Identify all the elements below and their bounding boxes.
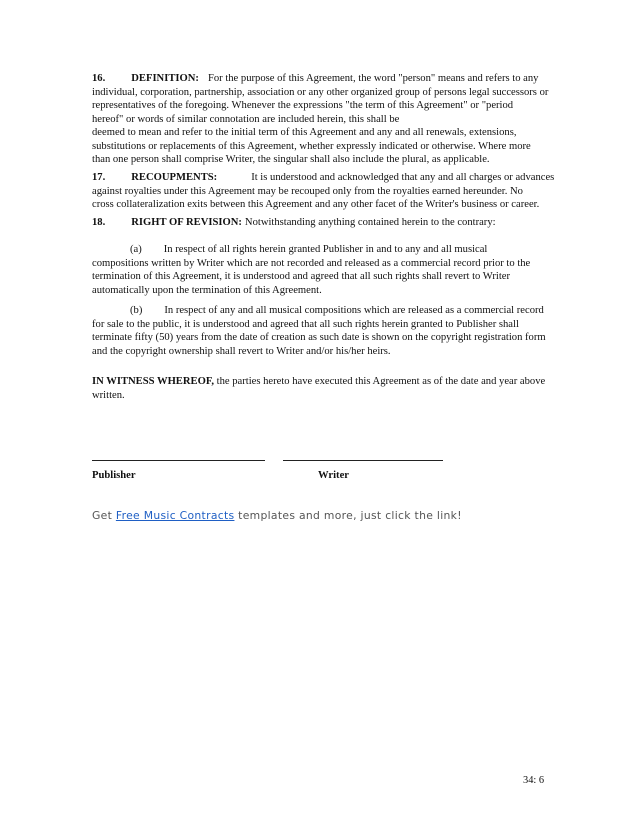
section-18-b-line: for sale to the public, it is understood and agreed that all such rights herein granted to Publisher shall [92,318,519,330]
section-16-line: hereof" or words of similar connotation are included herein, this shall be [92,113,400,125]
section-17-line: It is understood and acknowledged that any and all charges or advances [251,172,555,183]
section-18-a-line: In respect of all rights herein granted Publisher in and to any and all musical [163,244,488,255]
writer-label: Writer [318,470,349,481]
section-16-line: representatives of the foregoing. Whenever the expressions "the term of this Agreement" or "period [92,100,514,111]
section-18-a [92,243,552,297]
section-16-line: For the purpose of this Agreement, the word "person" means and refers to any [207,73,539,84]
writer-signature-line [283,460,443,462]
promo-text [92,509,462,522]
section-17-heading: RECOUPMENTS: [131,172,218,183]
section-16-line: individual, corporation, partnership, association or any other organized group of persons legal successors or [92,86,549,98]
section-18-b-line: and the copyright ownership shall revert to Writer and/or his/her heirs. [92,345,391,357]
section-18-b-label: (b) [130,305,143,316]
witness-line: written. [92,389,125,401]
section-18-a-line: compositions written by Writer which are not recorded and released as a commercial record prior to the [92,257,531,269]
section-18-intro: Notwithstanding anything contained herein to the contrary: [244,217,496,228]
free-music-contracts-link[interactable]: Free Music Contracts [115,509,235,522]
section-16 [92,72,552,167]
section-18 [92,216,552,230]
section-18-a-line: termination of this Agreement, it is understood and agreed that all such rights shall revert to Writer [92,271,511,282]
section-16-line: than one person shall comprise Writer, the singular shall also include the plural, as applicable. [92,154,490,165]
witness-heading: IN WITNESS WHEREOF, [92,376,214,387]
section-17-number: 17. [92,172,106,183]
section-17-line: against royalties under this Agreement may be recouped only from the royalties earned hereunder. No [92,185,523,197]
section-18-heading: RIGHT OF REVISION: [131,217,242,228]
section-16-line: substitutions or replacements of this Agreement, whether expressly indicated or otherwise. Where more [92,140,531,152]
section-18-a-line: automatically upon the termination of this Agreement. [92,284,322,296]
witness-line: the parties hereto have executed this Agreement as of the date and year above [216,376,546,387]
section-17 [92,171,555,212]
section-16-heading: DEFINITION: [131,73,199,84]
publisher-signature-line [92,460,265,462]
publisher-label: Publisher [92,470,136,481]
section-18-a-label: (a) [130,244,142,255]
section-18-number: 18. [92,217,106,228]
promo-prefix: Get [92,509,116,522]
page-number: 34: 6 [523,775,545,786]
promo-suffix: templates and more, just click the link! [234,509,462,522]
section-18-b [92,304,552,358]
section-16-number: 16. [92,73,106,84]
section-18-b-line: terminate fifty (50) years from the date of creation as such date is shown on the copyright registration form [92,332,546,343]
section-17-line: cross collateralization exits between this Agreement and any other facet of the Writer's business or career. [92,199,540,210]
witness-clause [92,375,552,402]
section-18-b-line: In respect of any and all musical compositions which are released as a commercial record [164,305,544,316]
section-16-line: deemed to mean and refer to the initial term of this Agreement and any and all renewals, extensions, [92,127,517,138]
